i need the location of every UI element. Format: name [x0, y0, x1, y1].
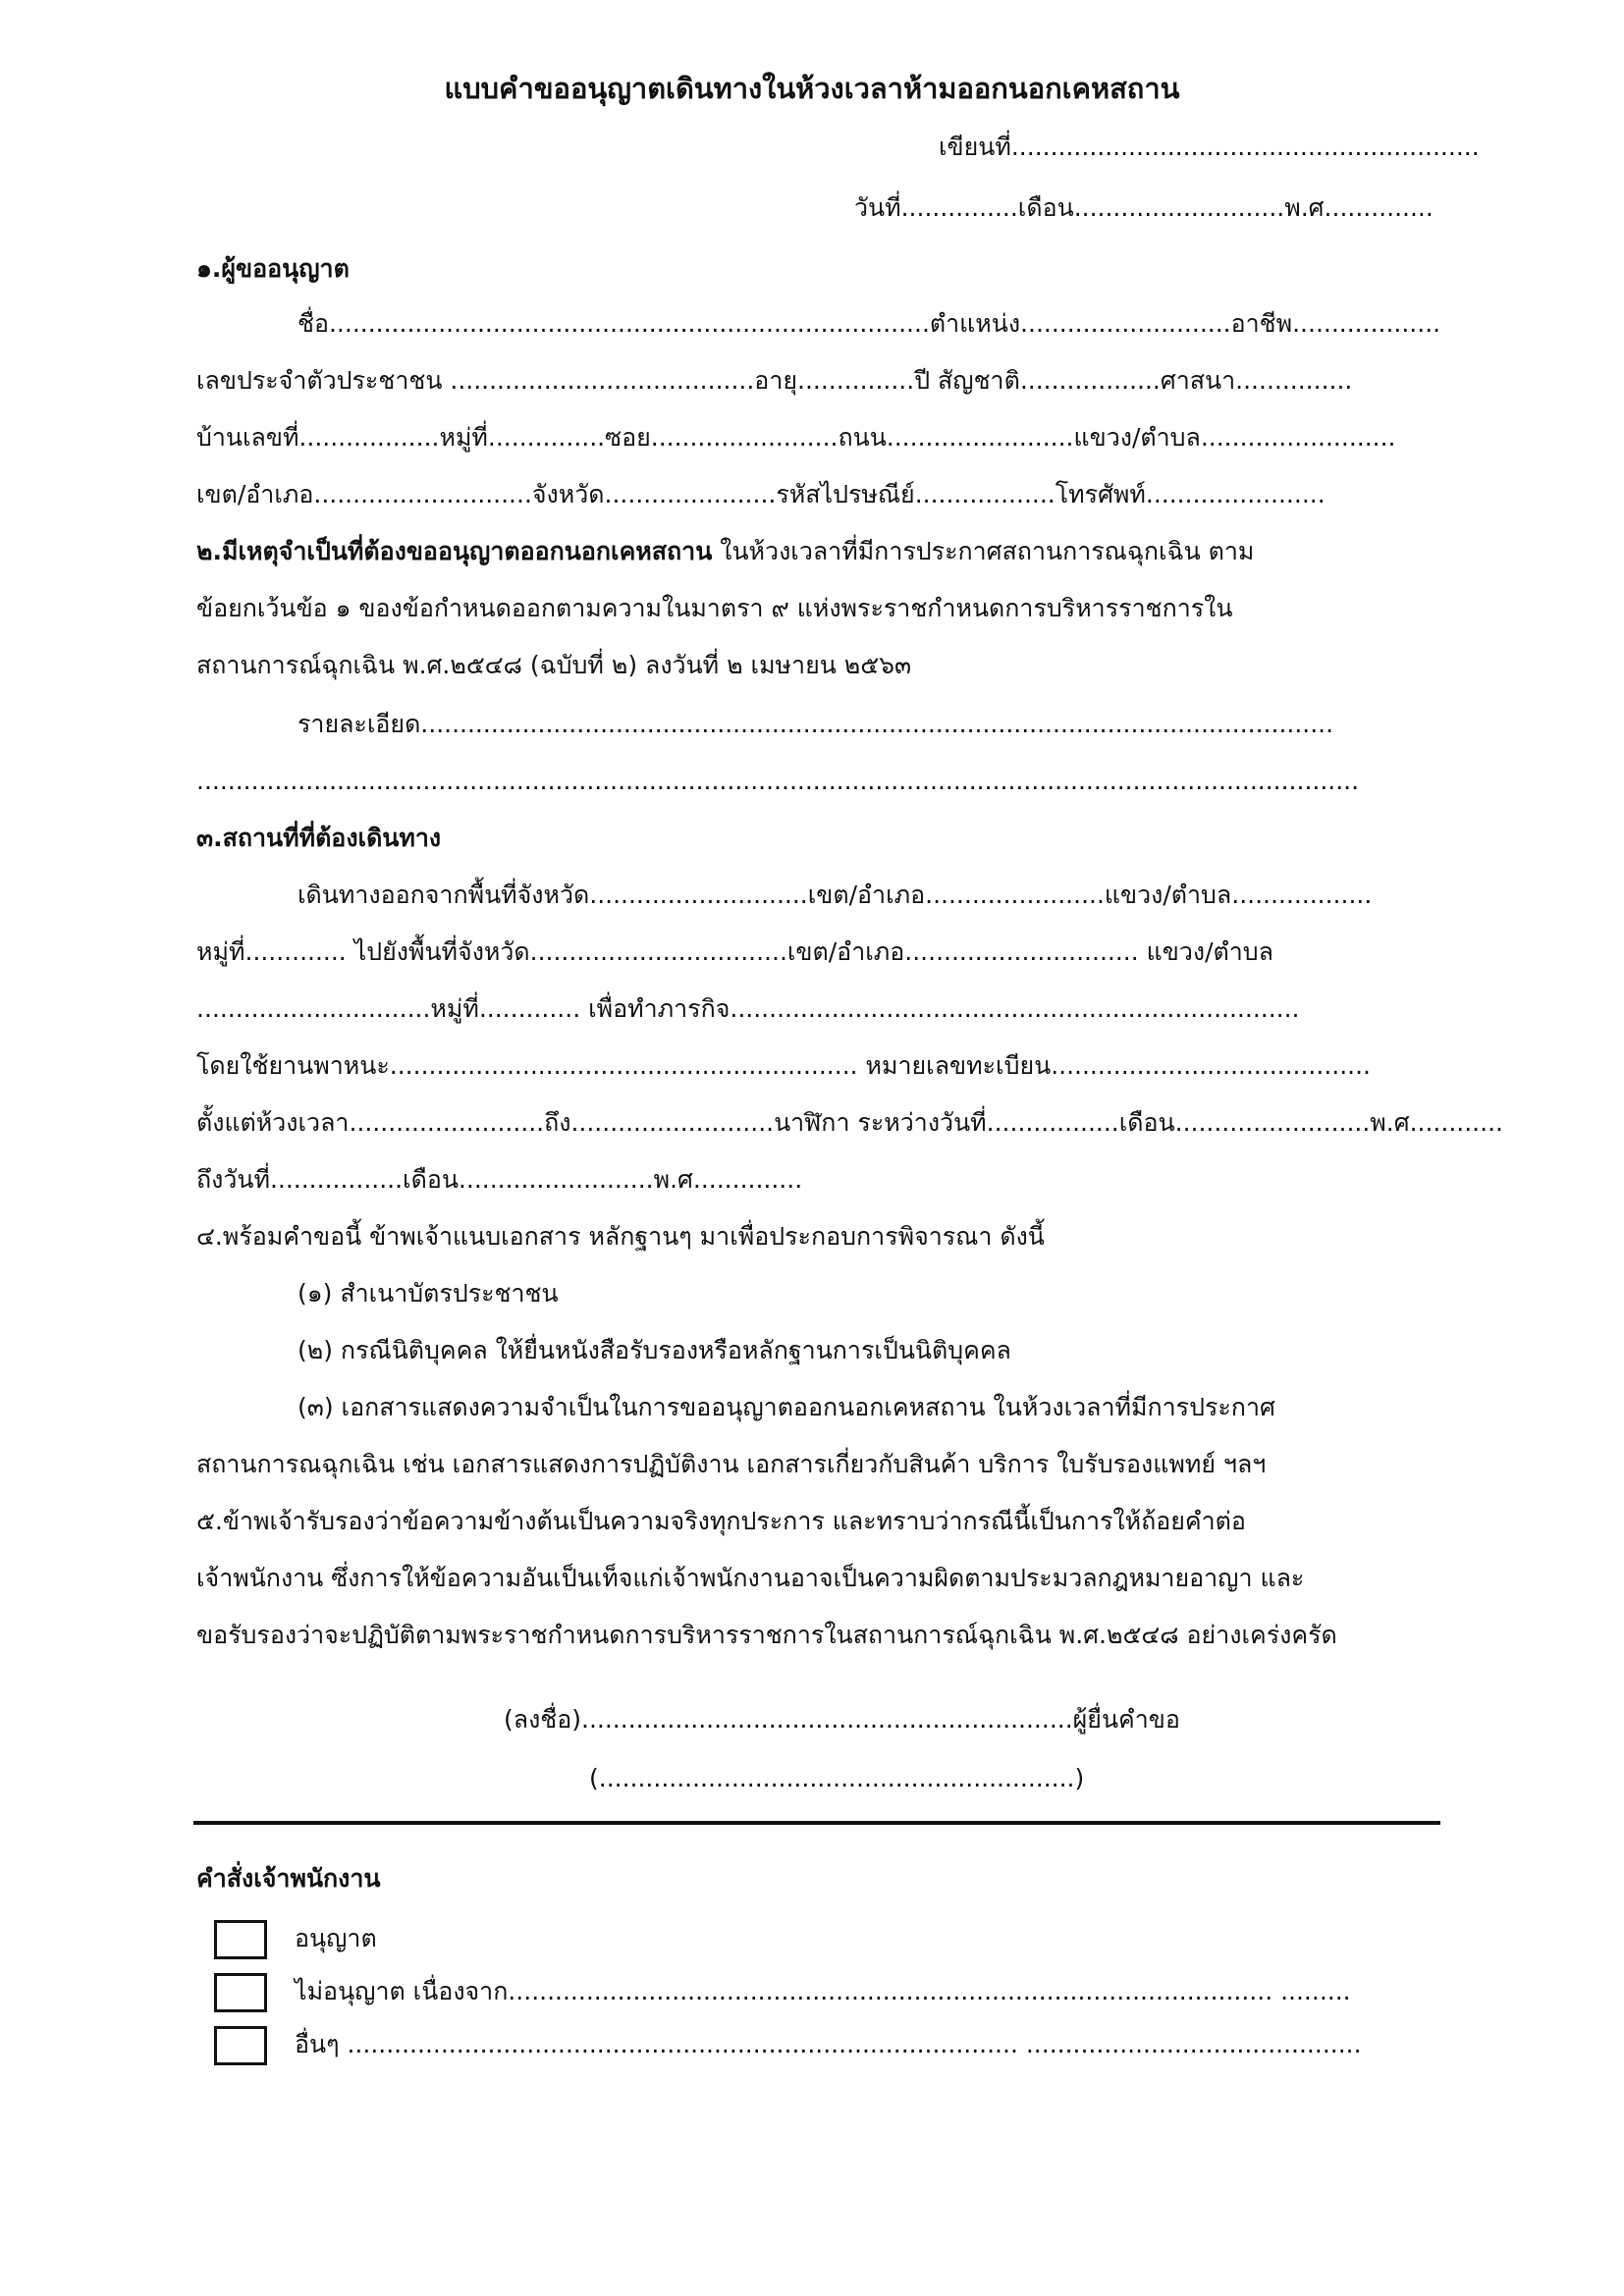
section-2-line-1	[196, 536, 1254, 567]
certification-line-2: เจ้าพนักงาน ซึ่งการให้ข้อความอันเป็นเท็จแก่เจ้าพนักงานอาจเป็นความผิดตามประมวลกฎหมายอาญา และ	[196, 1564, 1305, 1592]
section-4-intro: ๔.พร้อมคำขอนี้ ข้าพเจ้าแนบเอกสาร หลักฐานๆ มาเพื่อประกอบการพิจารณา ดังนี้	[196, 1222, 1045, 1251]
origin-line[interactable]: เดินทางออกจากพื้นที่จังหวัด............................เขต/อำเภอ.......................แขวง/ตำบล..................	[298, 881, 1373, 909]
deny-reason-field[interactable]: ไม่อนุญาต เนื่องจาก.................................................................................................. .........	[295, 1977, 1351, 2005]
section-2-line-3: สถานการณ์ฉุกเฉิน พ.ศ.๒๕๔๘ (ฉบับที่ ๒) ลงวันที่ ๒ เมษายน ๒๕๖๓	[196, 651, 912, 679]
officer-order-heading: คำสั่งเจ้าพนักงาน	[196, 1864, 381, 1893]
section-3-heading: ๓.สถานที่ที่ต้องเดินทาง	[196, 824, 442, 852]
deny-checkbox[interactable]	[214, 1973, 267, 2012]
section-2-line-1-rest: ในห้วงเวลาที่มีการประกาศสถานการณฉุกเฉิน ตาม	[712, 537, 1255, 565]
signature-line[interactable]: (ลงชื่อ)...............................................................ผู้ยื่นคำขอ	[504, 1705, 1180, 1734]
written-at-field[interactable]: เขียนที่............................................................	[939, 133, 1480, 161]
details-field-continued[interactable]: .....................................................................................................................................................	[196, 767, 1360, 795]
attachment-item-1: (๑) สำเนาบัตรประชาชน	[298, 1279, 559, 1308]
id-age-nationality-line[interactable]: เลขประจำตัวประชาชน .......................................อายุ...............ปี สัญชาติ..................ศาสนา...............	[196, 366, 1353, 395]
destination-line[interactable]: หมู่ที่............. ไปยังพื้นที่จังหวัด.................................เขต/อำเภอ.............................. แขวง/ตำบล	[196, 937, 1273, 966]
section-1-heading: ๑.ผู้ขออนุญาต	[196, 254, 350, 283]
other-checkbox[interactable]	[214, 2026, 267, 2065]
purpose-line[interactable]: ..............................หมู่ที่............. เพื่อทำภารกิจ.........................................................................	[196, 994, 1300, 1023]
end-date-line[interactable]: ถึงวันที่.................เดือน.........................พ.ศ..............	[196, 1165, 803, 1194]
vehicle-line[interactable]: โดยใช้ยานพาหนะ............................................................ หมายเลขทะเบียน.........................................	[196, 1051, 1372, 1080]
form-title: แบบคำขออนุญาตเดินทางในห้วงเวลาห้ามออกนอกเคหสถาน	[444, 72, 1180, 105]
section-2-line-2: ข้อยกเว้นข้อ ๑ ของข้อกำหนดออกตามความในมาตรา ๙ แห่งพระราชกำหนดการบริหารราชการใน	[196, 594, 1233, 622]
section-2-heading: ๒.มีเหตุจำเป็นที่ต้องขออนุญาตออกนอกเคหสถาน	[196, 537, 713, 565]
attachment-item-3-continued: สถานการณฉุกเฉิน เช่น เอกสารแสดงการปฏิบัติงาน เอกสารเกี่ยวกับสินค้า บริการ ใบรับรองแพทย์ ฯลฯ	[196, 1450, 1267, 1478]
other-field[interactable]: อื่นๆ ...................................................................................... ...........................................	[295, 2030, 1362, 2058]
details-field[interactable]: รายละเอียด.....................................................................................................................	[298, 710, 1334, 738]
approve-checkbox[interactable]	[214, 1920, 267, 1959]
certification-line-1: ๕.ข้าพเจ้ารับรองว่าข้อความข้างต้นเป็นความจริงทุกประการ และทราบว่ากรณีนี้เป็นการให้ถ้อยคำต่อ	[196, 1507, 1246, 1535]
name-position-occupation-line[interactable]: ชื่อ.............................................................................ตำแหน่ง...........................อาชีพ...................	[298, 309, 1441, 338]
certification-line-3: ขอรับรองว่าจะปฏิบัติตามพระราชกำหนดการบริหารราชการในสถานการณ์ฉุกเฉิน พ.ศ.๒๕๔๘ อย่างเคร่งครัด	[196, 1621, 1337, 1649]
time-range-line[interactable]: ตั้งแต่ห้วงเวลา.........................ถึง..........................นาฬิกา ระหว่างวันที่.................เดือน.........................พ.ศ............	[196, 1108, 1503, 1137]
attachment-item-3: (๓) เอกสารแสดงความจำเป็นในการขออนุญาตออกนอกเคหสถาน ในห้วงเวลาที่มีการประกาศ	[298, 1393, 1275, 1421]
attachment-item-2: (๒) กรณีนิติบุคคล ให้ยื่นหนังสือรับรองหรือหลักฐานการเป็นนิติบุคคล	[298, 1336, 1011, 1364]
district-province-phone-line[interactable]: เขต/อำเภอ............................จังหวัด......................รหัสไปรษณีย์..................โทรศัพท์.......................	[196, 480, 1326, 508]
date-field[interactable]: วันที่...............เดือน...........................พ.ศ..............	[854, 193, 1434, 222]
approve-label: อนุญาต	[295, 1924, 377, 1952]
printed-name-line[interactable]: (.............................................................)	[589, 1764, 1085, 1792]
divider-rule	[193, 1821, 1440, 1825]
address-line[interactable]: บ้านเลขที่..................หมู่ที่...............ซอย........................ถนน........................แขวง/ตำบล.........................	[196, 423, 1396, 452]
